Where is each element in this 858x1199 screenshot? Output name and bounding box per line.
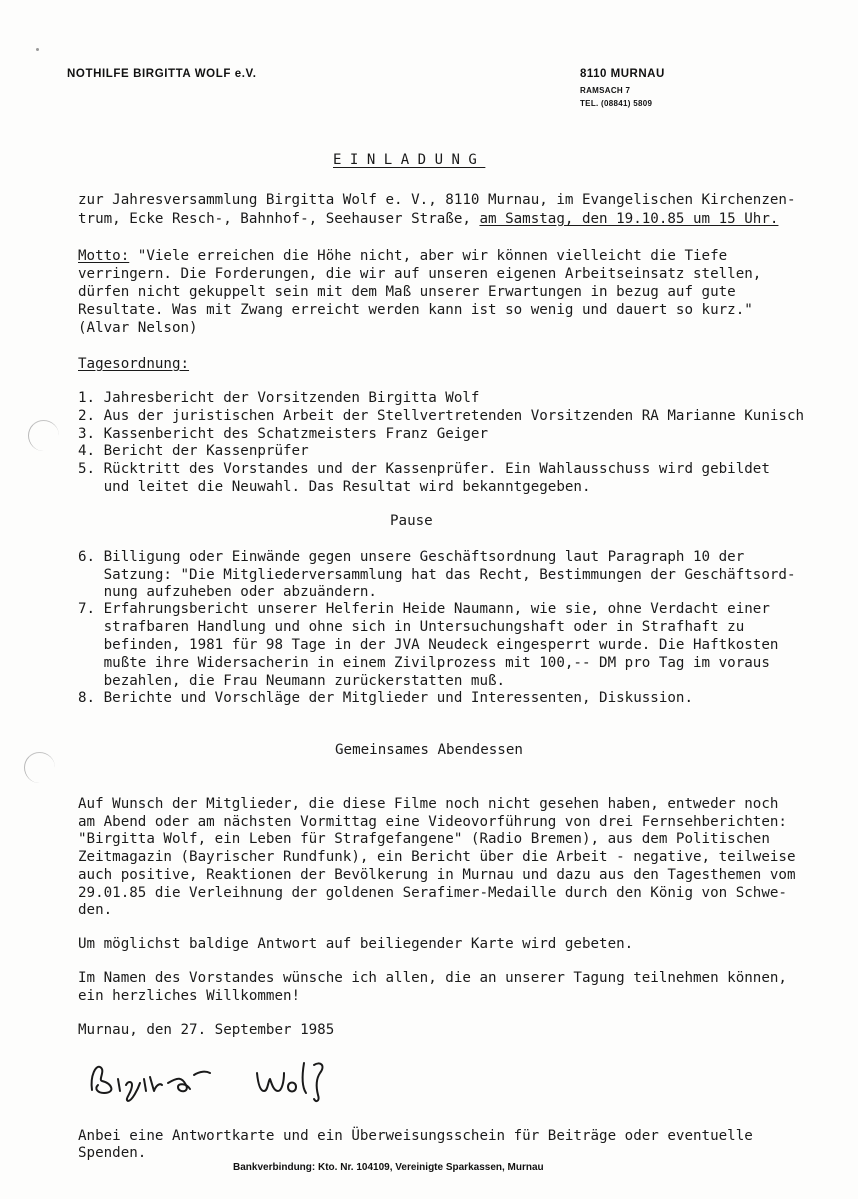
films-line: am Abend oder am nächsten Vormittag eine Videovorführung von drei Fernsehberichten: — [78, 814, 787, 830]
agenda-item: 2. Aus der juristischen Arbeit der Stellvertretenden Vorsitzenden RA Marianne Kunisch — [78, 408, 805, 424]
films-line: Auf Wunsch der Mitglieder, die diese Filme noch nicht gesehen haben, entweder noch — [78, 796, 779, 812]
bank-details: Bankverbindung: Kto. Nr. 104109, Vereinigte Sparkassen, Murnau — [233, 1162, 544, 1173]
agenda-item: befinden, 1981 für 98 Tage in der JVA Neudeck eingesperrt wurde. Die Haftkosten — [78, 637, 779, 653]
agenda-item: und leitet die Neuwahl. Das Resultat wird bekanntgegeben. — [78, 479, 591, 495]
agenda-item: mußte ihre Widersacherin in einem Zivilprozess mit 100,-- DM pro Tag im voraus — [78, 655, 770, 671]
motto-line: verringern. Die Forderungen, die wir auf unseren eigenen Arbeitseinsatz stellen, — [78, 266, 762, 282]
agenda-item: bezahlen, die Frau Neumann zurückerstatten muß. — [78, 673, 506, 689]
pause-label: Pause — [390, 513, 433, 529]
agenda-item: 3. Kassenbericht des Schatzmeisters Franz Geiger — [78, 426, 488, 442]
films-line: den. — [78, 902, 113, 918]
motto-line: Resultate. Was mit Zwang erreicht werden kann ist so wenig und dauert so kurz." — [78, 302, 753, 318]
reply-request: Um möglichst baldige Antwort auf beiliegender Karte wird gebeten. — [78, 936, 634, 952]
agenda-item: 8. Berichte und Vorschläge der Mitglieder und Interessenten, Diskussion. — [78, 690, 693, 706]
films-line: Zeitmagazin (Bayrischer Rundfunk), ein Bericht über die Arbeit - negative, teilweise — [78, 849, 796, 865]
paper-speck — [36, 48, 39, 51]
signature-drawing — [82, 1055, 382, 1105]
enclosure-line: Anbei eine Antwortkarte und ein Überweisungsschein für Beiträge oder eventuelle — [78, 1128, 753, 1144]
signature-text: Birgitta Wolf — [82, 1055, 90, 1056]
films-line: "Birgitta Wolf, ein Leben für Strafgefangene" (Radio Bremen), aus dem Politischen — [78, 831, 770, 847]
letterhead-street: RAMSACH 7 — [580, 86, 631, 95]
agenda-item: 4. Bericht der Kassenprüfer — [78, 443, 309, 459]
handwritten-signature — [82, 1055, 382, 1109]
letterhead-organization: NOTHILFE BIRGITTA WOLF e.V. — [67, 68, 257, 80]
agenda-item: 5. Rücktritt des Vorstandes und der Kassenprüfer. Ein Wahlausschuss wird gebildet — [78, 461, 770, 477]
agenda-item: Satzung: "Die Mitgliederversammlung hat das Recht, Bestimmungen der Geschäftsord- — [78, 567, 796, 583]
intro-line — [78, 211, 778, 228]
dinner-label: Gemeinsames Abendessen — [335, 742, 523, 758]
agenda-heading: Tagesordnung: — [78, 356, 190, 372]
letterhead-telephone: TEL. (08841) 5809 — [580, 99, 653, 108]
agenda-item: 1. Jahresbericht der Vorsitzenden Birgitta Wolf — [78, 390, 480, 406]
document-title: EINLADUNG — [333, 152, 486, 168]
films-line: 29.01.85 die Verleihnung der goldenen Serafimer-Medaille durch den König von Schwe- — [78, 885, 787, 901]
date-line: Murnau, den 27. September 1985 — [78, 1022, 335, 1038]
enclosure-line: Spenden. — [78, 1145, 147, 1161]
meeting-date: am Samstag, den 19.10.85 um 15 Uhr. — [479, 211, 779, 227]
motto-line — [78, 248, 727, 265]
motto-text: "Viele erreichen die Höhe nicht, aber wir können vielleicht die Tiefe — [129, 248, 728, 264]
intro-line: zur Jahresversammlung Birgitta Wolf e. V., 8110 Murnau, im Evangelischen Kirchenzen- — [78, 192, 796, 208]
agenda-item: strafbaren Handlung und ohne sich in Untersuchungshaft oder in Strafhaft zu — [78, 619, 745, 635]
motto-label: Motto: — [78, 248, 130, 264]
agenda-item: nung aufzuheben oder abzuändern. — [78, 584, 377, 600]
motto-author: (Alvar Nelson) — [78, 320, 198, 336]
punch-hole — [28, 420, 59, 451]
welcome-line: Im Namen des Vorstandes wünsche ich allen, die an unserer Tagung teilnehmen können, — [78, 970, 787, 986]
punch-hole — [24, 752, 55, 783]
motto-line: dürfen nicht gekuppelt sein mit dem Maß unserer Erwartungen in bezug auf gute — [78, 284, 736, 300]
agenda-item: 6. Billigung oder Einwände gegen unsere Geschäftsordnung laut Paragraph 10 der — [78, 549, 745, 565]
intro-venue: trum, Ecke Resch-, Bahnhof-, Seehauser Straße, — [78, 211, 480, 227]
welcome-line: ein herzliches Willkommen! — [78, 988, 301, 1004]
agenda-item: 7. Erfahrungsbericht unserer Helferin Heide Naumann, wie sie, ohne Verdacht einer — [78, 601, 770, 617]
letterhead-city: 8110 MURNAU — [580, 68, 665, 80]
films-line: auch positive, Reaktionen der Bevölkerung in Murnau und dazu aus den Tagesthemen vom — [78, 867, 796, 883]
